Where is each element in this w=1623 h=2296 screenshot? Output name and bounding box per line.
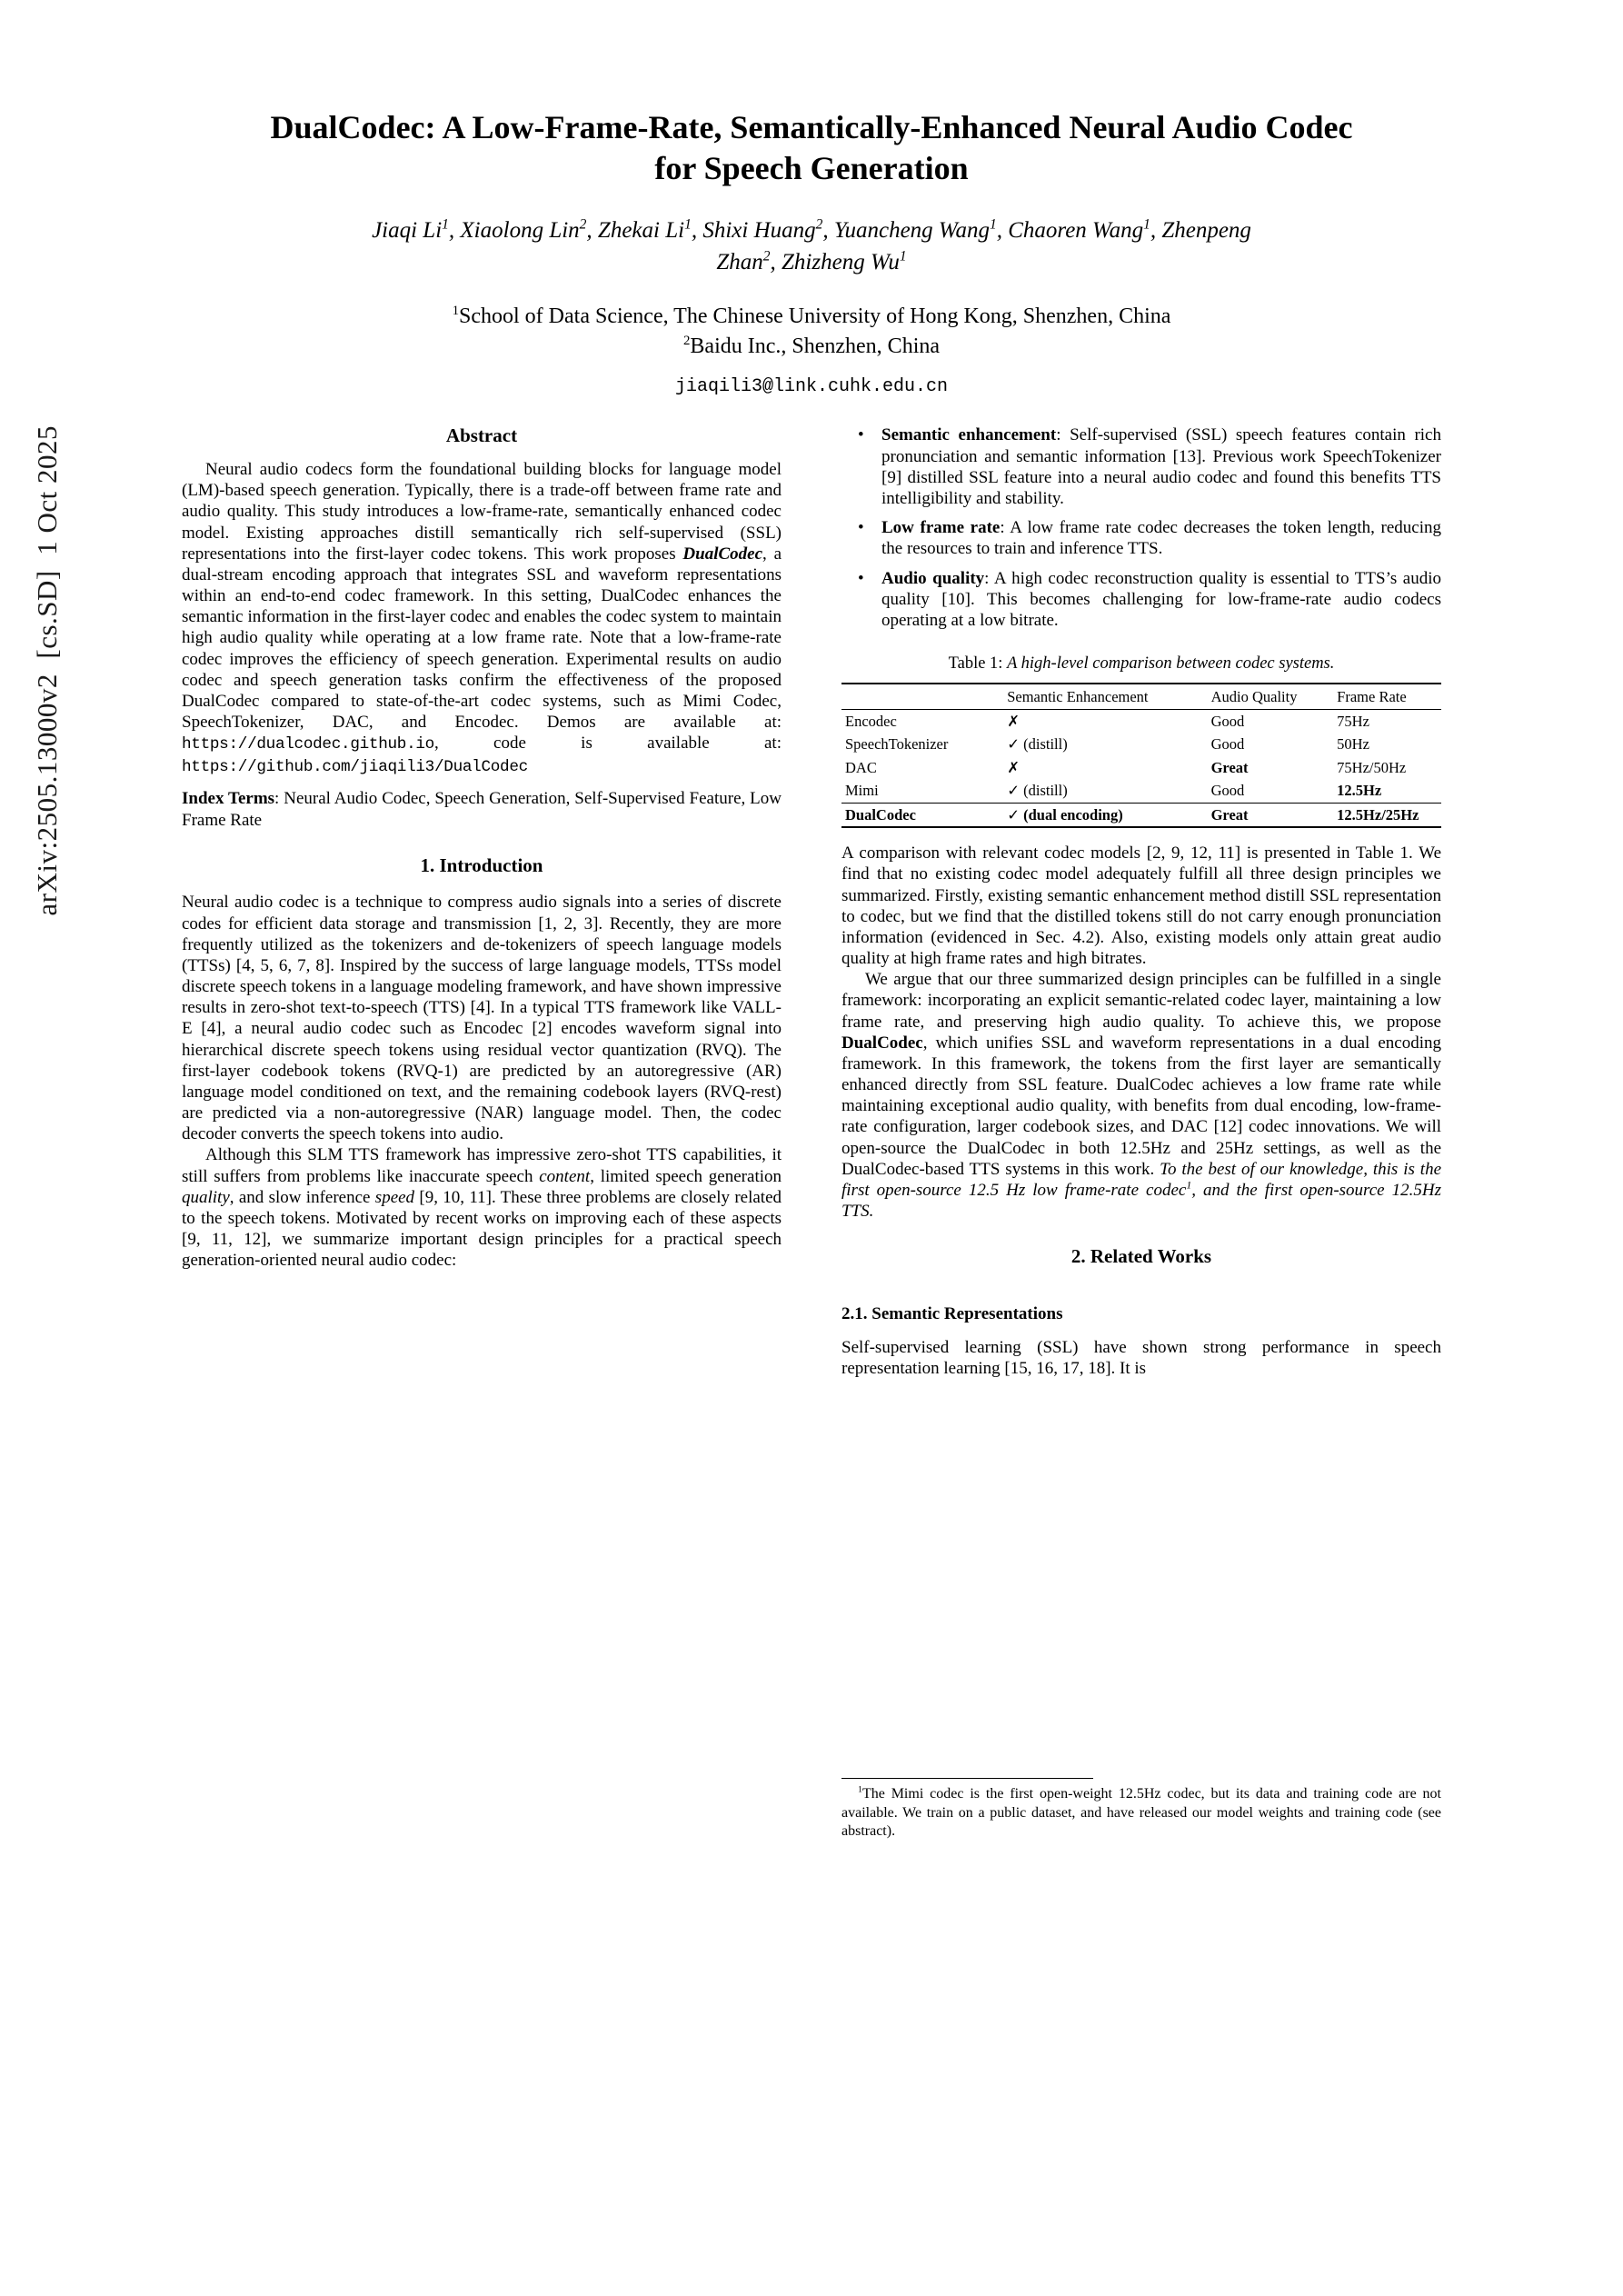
footnote-rule [841,1778,1093,1779]
affiliations: $^1$School of Data Science, The Chinese University of Hong Kong, Shenzhen, China $^2$Baidu Inc., Shenzhen, China [452,304,1171,359]
abstract-heading: Abstract [445,424,518,447]
table-row-mimi: Mimi ✓ (distill) Good 12.5Hz [845,782,1382,800]
abstract-text: Neural audio codecs form the foundational building blocks for language model (LM)-based speech generation. Typically, there is a trade-off between frame rate and audio quality. This study introduces a low-frame-rate, semantically enhanced codec model. Existing approaches distill semantically rich self-supervised (SSL) representations into the first-layer codec tokens. This work proposes DualCodec, a dual-stream encoding approach that integrates SSL and waveform representations within an end-to-end codec framework. In this setting, DualCodec enhances the semantic information in the first-layer codec and enables the codec system to maintain high audio quality while operating at a low frame rate. Note that a low-frame-rate codec improves the efficiency of speech generation. Experimental results on audio codec and speech generation tasks confirm the effectiveness of the proposed DualCodec compared to state-of-the-art codec systems, such as Mimi Codec, SpeechTokenizer, DAC, and Encodec. Demos are available at: https://dualcodec.github.io, code is available at: https://github.com/jiaqili3/DualCodec [182,460,782,776]
bullet-semantic-enhancement: • Semantic enhancement: Self-supervised (SSL) speech features contain rich pronunciation and semantic information [13]. Previous work SpeechTokenizer [9] distilled SSL feature into a neural audio codec and found this benefits TTS intelligibility and stability. [841,424,1441,509]
discussion-paragraph-1: A comparison with relevant codec models [2, 9, 12, 11] is presented in Table 1. We find that no existing codec model adequately fulfill all three design principles we summarized. Firstly, existing semantic enhancement method distill SSL representation to codec, but we find that the distilled tokens still do not carry enough pronunciation information (evidenced in Sec. 4.2). Also, existing models only attain great audio quality at high frame rates and high bitrates. [841,844,1441,969]
arxiv-watermark: arXiv:2505.13000v2 [cs.SD] 1 Oct 2025 [31,425,63,916]
table-1-caption: Table 1: A high-level comparison between codec systems. [948,654,1335,674]
section-1-heading: 1. Introduction [420,854,543,876]
footnote-text: $^1$The Mimi codec is the first open-weight 12.5Hz codec, but its data and training code are not available. We train on a public dataset, and have released our model weights and training code (see abstract). [841,1784,1441,1839]
header-frame-rate: Frame Rate [1337,687,1407,705]
section-2-heading: 2. Related Works [1070,1245,1212,1268]
design-principles-list [841,424,1441,639]
table-row-encodec: Encodec ✗ Good 75Hz [845,713,1369,731]
table-row-speechtokenizer: SpeechTokenizer ✓ (distill) Good 50Hz [845,735,1369,754]
header-semantic-enhancement: Semantic Enhancement [1007,687,1149,705]
author-list: Jiaqi Li$^1$, Xiaolong Lin$^2$, Zhekai Li$^1$, Shixi Huang$^2$, Yuancheng Wang$^1$, Chaoren Wang$^1$, Zhenpeng Zhan$^2$, Zhizheng Wu$^1$ [372,216,1251,275]
code-link[interactable]: https://github.com/jiaqili3/DualCodec [182,757,528,776]
related-works-paragraph: Self-supervised learning (SSL) have shown strong performance in speech representation learning [15, 16, 17, 18]. It is [841,1338,1441,1379]
two-column-body [182,423,1441,1841]
intro-paragraph-2: Although this SLM TTS framework has impressive zero-shot TTS capabilities, it still suffers from problems like inaccurate speech content, limited speech generation quality, and slow inference speed [9, 10, 11]. These three problems are closely related to the speech tokens. Motivated by recent works on improving each of these aspects [9, 11, 12], we summarize important design principles for a practical speech generation-oriented neural audio codec: [182,1145,782,1271]
header-audio-quality: Audio Quality [1210,687,1298,705]
table-1 [841,654,1441,828]
section-2-1-heading: 2.1. Semantic Representations [841,1303,1063,1323]
paper-header [182,107,1441,397]
intro-paragraph-1: Neural audio codec is a technique to compress audio signals into a series of discrete codes for efficient data storage and transmission [1, 2, 3]. Recently, they are more frequently utilized as the tokenizers and de-tokenizers of speech language models (TTSs) [4, 5, 6, 7, 8]. Inspired by the success of large language models, TTSs model discrete speech tokens in a language modeling framework, and have shown impressive results in zero-shot text-to-speech (TTS) [4]. In a typical TTS framework like VALL-E [4], a neural audio codec such as Encodec [2] encodes waveform signal into hierarchical discrete speech tokens using residual vector quantization (RVQ). The first-layer codebook tokens (RVQ-1) are predicted by an autoregressive (AR) language model conditioned on text, and the remaining codebook layers (RVQ-rest) are predicted via a non-autoregressive (NAR) language model. Then, the codec decoder converts the speech tokens into audio. [182,893,782,1144]
table-header-row [841,684,1441,710]
bullet-low-frame-rate: • Low frame rate: A low frame rate codec decreases the token length, reducing the resources to train and inference TTS. [841,517,1441,559]
left-column [182,423,782,1841]
table-row-dualcodec: DualCodec ✓ (dual encoding) Great 12.5Hz/25Hz [841,803,1441,827]
footnote [841,1769,1441,1841]
codec-comparison-table [841,683,1441,829]
index-terms: Index Terms: Neural Audio Codec, Speech Generation, Self-Supervised Feature, Low Frame Rate [182,789,782,830]
bullet-audio-quality: • Audio quality: A high codec reconstruction quality is essential to TTS’s audio quality [10]. This becomes challenging for low-frame-rate audio codecs operating at a low bitrate. [841,568,1441,632]
contact-email[interactable]: jiaqili3@link.cuhk.edu.cn [674,376,949,398]
demo-link[interactable]: https://dualcodec.github.io [182,735,434,754]
paper-title: DualCodec: A Low-Frame-Rate, Semantically-Enhanced Neural Audio Codec for Speech Generation [270,109,1353,186]
header-system [841,684,1003,710]
discussion-paragraph-2: We argue that our three summarized design principles can be fulfilled in a single framework: incorporating an explicit semantic-related codec layer, maintaining a low frame rate, and preserving high audio quality. To achieve this, we propose DualCodec, which unifies SSL and waveform representations in a dual encoding framework. In this framework, the tokens from the first layer are semantically enhanced directly from SSL feature. DualCodec achieves a low frame rate while maintaining exceptional audio quality, with benefits from dual encoding, low-frame-rate configuration, larger codebook sizes, and DAC [12] codec innovations. We will open-source the DualCodec in both 12.5Hz and 25Hz settings, as well as the DualCodec-based TTS systems in this work. To the best of our knowledge, this is the first open-source 12.5 Hz low frame-rate codec$^1$, and the first open-source 12.5Hz TTS. [841,970,1441,1222]
table-row-dac: DAC ✗ Great 75Hz/50Hz [845,758,1407,776]
right-column [841,423,1441,1841]
